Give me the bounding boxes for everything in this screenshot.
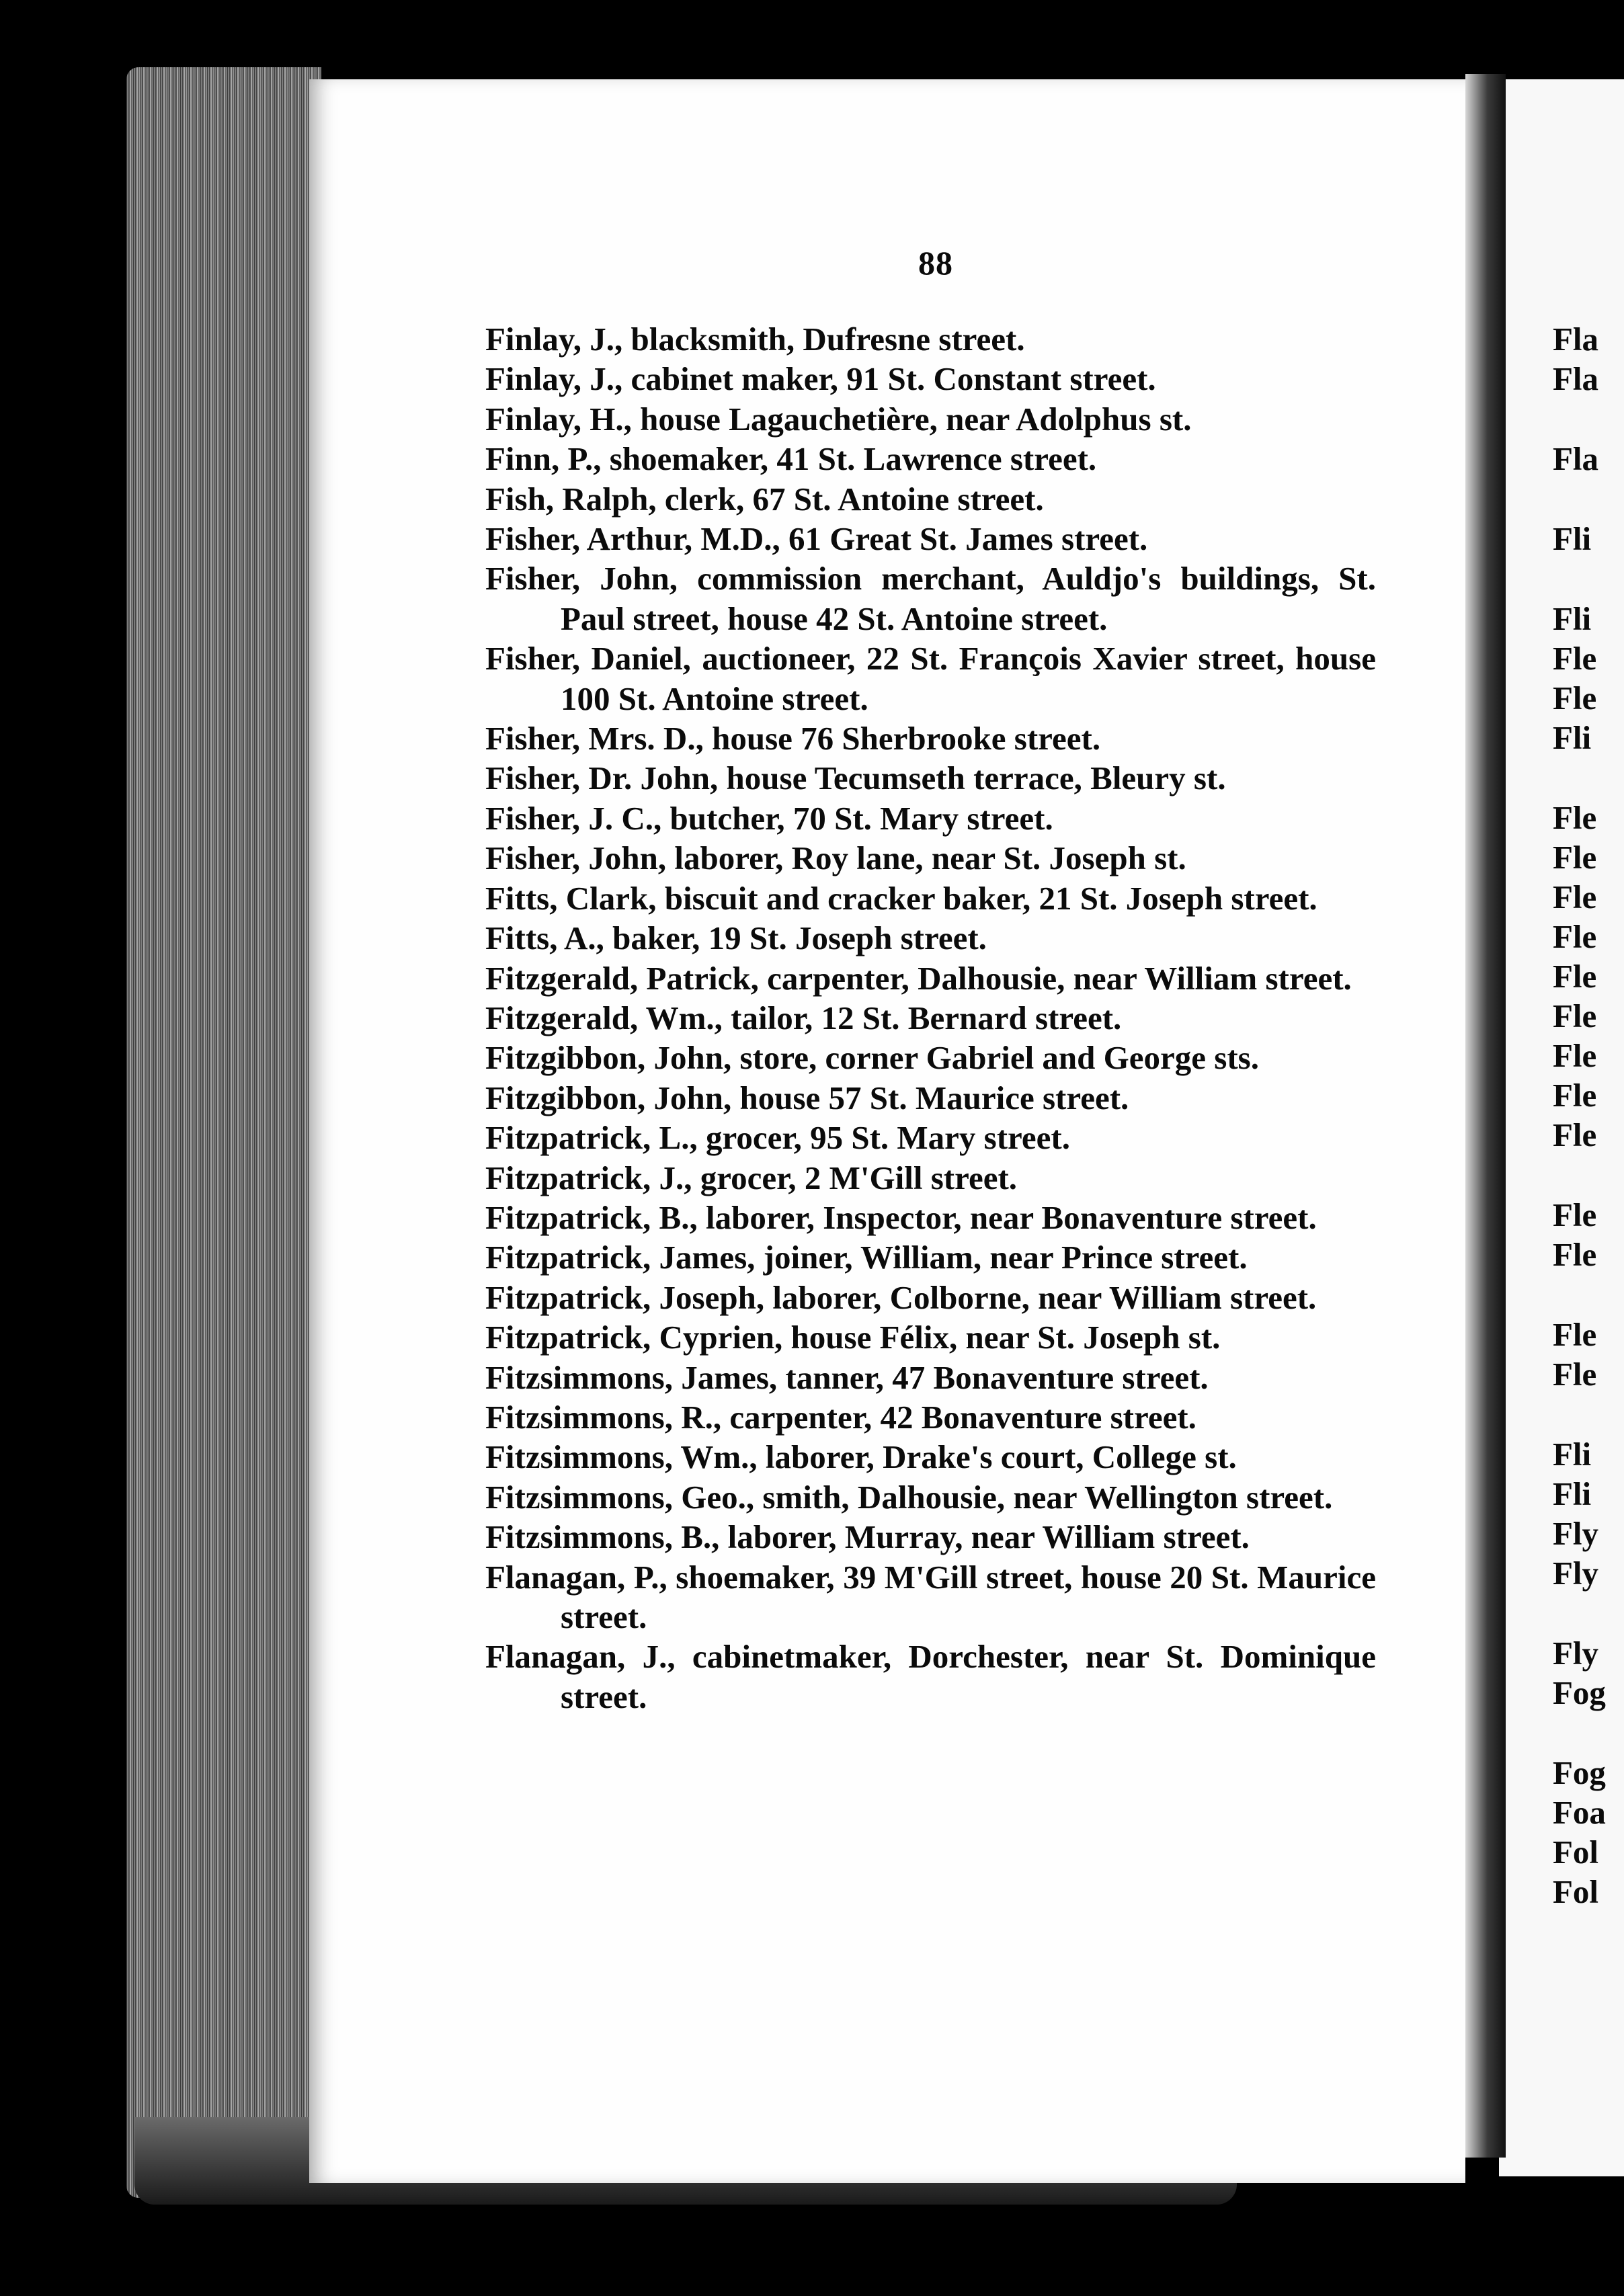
directory-entry: Fitzgibbon, John, store, corner Gabriel and George sts. [485, 1039, 1259, 1077]
facing-page-snippet: Fli [1553, 1475, 1592, 1512]
directory-entry: Fitzpatrick, L., grocer, 95 St. Mary street. [485, 1119, 1070, 1157]
facing-page-snippet: Fle [1553, 1077, 1597, 1114]
directory-entry: Fitzsimmons, Wm., laborer, Drake's court, College st. [485, 1438, 1237, 1476]
directory-entry: Fitts, Clark, biscuit and cracker baker, 21 St. Joseph street. [485, 879, 1317, 917]
facing-page-snippet: Fog [1553, 1754, 1606, 1791]
directory-entry: Fitzpatrick, James, joiner, William, near Prince street. [485, 1239, 1248, 1276]
directory-entry: Fitzgibbon, John, house 57 St. Maurice street. [485, 1079, 1129, 1116]
facing-page-snippet: Fle [1553, 997, 1597, 1034]
directory-entry: Fitts, A., baker, 19 St. Joseph street. [485, 919, 987, 957]
facing-page-snippet: Fly [1553, 1515, 1599, 1552]
directory-entry: Fitzgerald, Patrick, carpenter, Dalhousie, near William street. [485, 959, 1352, 997]
directory-entry: Fitzpatrick, Cyprien, house Félix, near St. Joseph st. [485, 1319, 1221, 1356]
facing-page-snippet: Fly [1553, 1635, 1599, 1672]
directory-entry: Flanagan, J., cabinetmaker, Dorchester, near St. Dominique street. [485, 1638, 1376, 1715]
facing-page-snippet: Fli [1553, 719, 1592, 756]
facing-page-snippet: Fli [1553, 520, 1592, 557]
directory-entry: Flanagan, P., shoemaker, 39 M'Gill street, house 20 St. Maurice street. [485, 1558, 1376, 1635]
facing-page-snippet: Fle [1553, 799, 1597, 836]
facing-page-snippet: Fly [1553, 1555, 1599, 1592]
directory-entry: Finlay, H., house Lagauchetière, near Adolphus st. [485, 400, 1192, 438]
facing-page-snippet: Fle [1553, 839, 1597, 876]
directory-entry: Fitzpatrick, Joseph, laborer, Colborne, near William street. [485, 1278, 1317, 1316]
facing-page-snippet: Foa [1553, 1794, 1606, 1831]
directory-entry: Fitzsimmons, James, tanner, 47 Bonaventure street. [485, 1358, 1209, 1396]
facing-page-snippet: Fog [1553, 1674, 1606, 1711]
facing-page-snippet: Fol [1553, 1834, 1599, 1871]
facing-page-snippet: Fle [1553, 1236, 1597, 1273]
book-fore-edge [126, 67, 321, 2198]
page-gutter [1465, 74, 1506, 2158]
facing-page-snippet: Fle [1553, 1356, 1597, 1393]
directory-entry: Finn, P., shoemaker, 41 St. Lawrence street. [485, 440, 1097, 478]
directory-entry: Fisher, John, laborer, Roy lane, near St. Joseph st. [485, 839, 1186, 877]
directory-entry: Fitzsimmons, R., carpenter, 42 Bonaventure street. [485, 1398, 1196, 1436]
directory-entry: Finlay, J., blacksmith, Dufresne street. [485, 321, 1025, 358]
facing-page-snippet: Fli [1553, 600, 1592, 637]
facing-page-snippet: Fol [1553, 1873, 1599, 1910]
facing-page-snippet: Fle [1553, 1196, 1597, 1233]
facing-page-snippet: Fla [1553, 321, 1599, 358]
facing-page-snippet: Fle [1553, 680, 1597, 716]
directory-entry: Fitzsimmons, B., laborer, Murray, near William street. [485, 1518, 1250, 1556]
facing-page-snippet: Fla [1553, 360, 1599, 397]
facing-page-snippet: Fla [1553, 440, 1599, 477]
facing-page-snippet: Fle [1553, 1037, 1597, 1074]
facing-page-snippet: Fle [1553, 958, 1597, 995]
facing-page-text [1553, 319, 1624, 1932]
facing-page-snippet: Fle [1553, 1116, 1597, 1153]
directory-entries [485, 319, 1376, 1717]
directory-entry: Finlay, J., cabinet maker, 91 St. Constant street. [485, 360, 1156, 398]
facing-page-snippet: Fle [1553, 640, 1597, 677]
directory-entry: Fitzgerald, Wm., tailor, 12 St. Bernard street. [485, 999, 1122, 1036]
directory-entry: Fisher, Daniel, auctioneer, 22 St. François Xavier street, house 100 St. Antoine street. [485, 640, 1376, 717]
facing-page-snippet: Fle [1553, 1316, 1597, 1353]
directory-entry: Fisher, J. C., butcher, 70 St. Mary street. [485, 799, 1053, 837]
directory-entry: Fisher, Dr. John, house Tecumseth terrace, Bleury st. [485, 760, 1226, 797]
directory-entry: Fisher, Arthur, M.D., 61 Great St. James street. [485, 520, 1148, 558]
facing-page-snippet: Fle [1553, 918, 1597, 955]
directory-entry: Fitzpatrick, B., laborer, Inspector, near Bonaventure street. [485, 1198, 1317, 1236]
page-number: 88 [918, 244, 953, 282]
facing-page-snippet: Fli [1553, 1436, 1592, 1473]
directory-entry: Fitzsimmons, Geo., smith, Dalhousie, near Wellington street. [485, 1478, 1333, 1516]
directory-entry: Fisher, John, commission merchant, Auldjo's buildings, St. Paul street, house 42 St. Antoine street. [485, 560, 1376, 637]
facing-page-snippet: Fle [1553, 878, 1597, 915]
directory-entry: Fisher, Mrs. D., house 76 Sherbrooke street. [485, 720, 1101, 757]
directory-entry: Fish, Ralph, clerk, 67 St. Antoine street. [485, 480, 1044, 518]
directory-entry: Fitzpatrick, J., grocer, 2 M'Gill street. [485, 1159, 1018, 1196]
